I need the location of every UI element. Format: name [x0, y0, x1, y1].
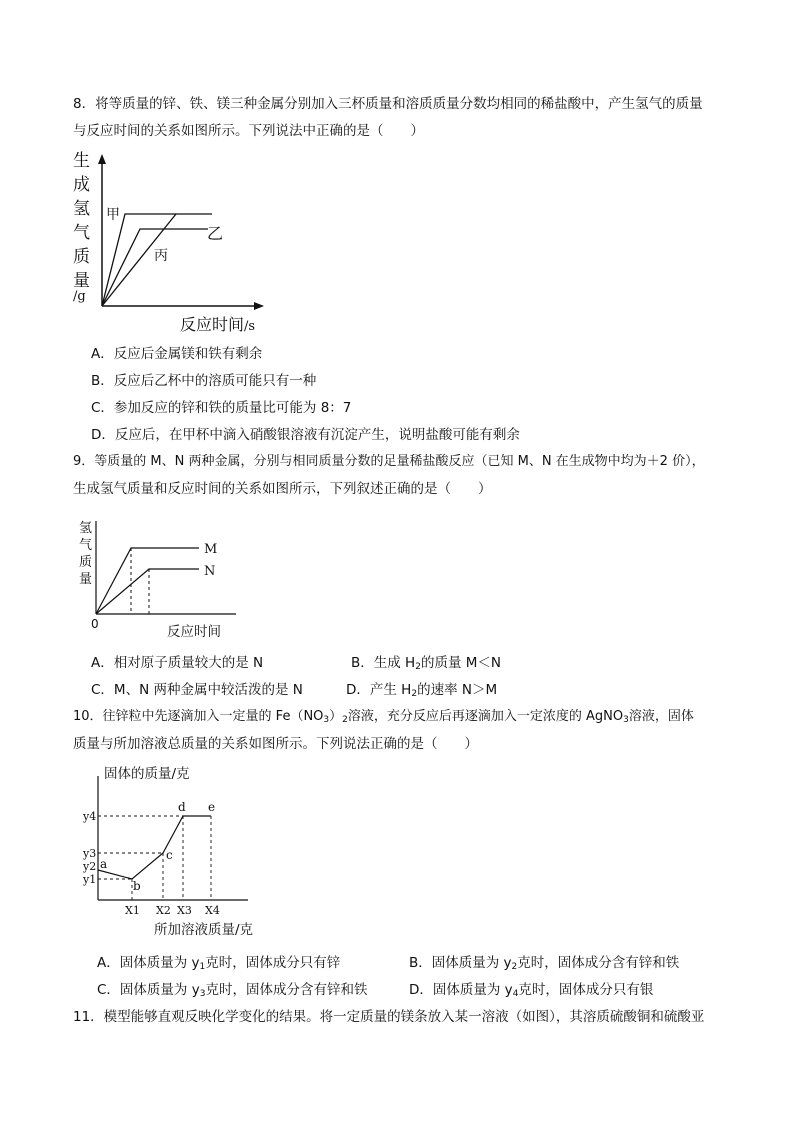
q9-stem-line2: 生成氢气质量和反应时间的关系如图所示，下列叙述正确的是（ ） [73, 481, 492, 497]
q10-option-c: C．固体质量为 $y_3$克时，固体成分含有锌和铁 [97, 982, 368, 999]
q10-curve [98, 816, 211, 879]
q9-stem-line1: 9．等质量的 M、N 两种金属，分别与相同质量分数的足量稀盐酸反应（已知 M、N 在生成物中均为＋2 价）， [73, 454, 705, 469]
q9-label-m: M [204, 542, 218, 557]
q8-yunit: /g [73, 289, 86, 304]
q10-ytick-y4: y4 [83, 810, 97, 823]
q10-ytick-y2: y2 [83, 860, 97, 873]
q8-y-axis-arrow [98, 154, 106, 164]
q10-graph [80, 762, 280, 942]
q10-ylabel: 固体的质量/克 [104, 766, 190, 782]
q10-xtick-x4: X4 [205, 904, 220, 917]
q9-ylabel-char: 气 [79, 538, 93, 553]
q8-stem-line1: 8．将等质量的锌、铁、镁三种金属分别加入三杯质量和溶质质量分数均相同的稀盐酸中，产生氢气的质量 [73, 96, 703, 112]
q8-xunit: /s [244, 319, 256, 334]
q10-xtick-x3: X3 [177, 904, 192, 917]
q10-ytick-y1: y1 [83, 873, 97, 886]
q9-curve-m [96, 548, 199, 614]
q9-xlabel: 反应时间 [167, 624, 221, 640]
q8-graph [68, 150, 268, 334]
q8-ylabel-char: 气 [73, 223, 90, 243]
q10-point-c: c [166, 848, 173, 862]
q9-option-c: C．M、N 两种金属中较活泼的是 N [91, 682, 303, 698]
q9-option-a: A．相对原子质量较大的是 N [91, 655, 264, 671]
q10-point-a: a [100, 857, 108, 871]
q8-option-c: C．参加反应的锌和铁的质量比可能为 8：7 [91, 400, 352, 416]
q9-option-b: B．生成 $H_2$的质量 M＜N [351, 655, 501, 672]
q9-ylabel-char: 质 [79, 555, 93, 570]
q10-ytick-y3: y3 [83, 847, 97, 860]
q10-point-b: b [133, 879, 141, 893]
q8-option-a: A．反应后金属镁和铁有剩余 [91, 346, 263, 362]
q9-option-d: D．产生 $H_2$的速率 N＞M [346, 682, 498, 699]
q10-point-d: d [178, 800, 186, 814]
q8-ylabel-char: 氢 [73, 199, 90, 219]
q9-graph [74, 513, 244, 648]
q9-origin: 0 [91, 617, 99, 631]
q8-ylabel-char: 成 [73, 175, 90, 195]
q8-x-axis-arrow [254, 302, 264, 310]
q10-xlabel: 所加溶液质量/克 [154, 922, 254, 938]
q10-option-a: A．固体质量为 $y_1$克时，固体成分只有锌 [97, 955, 341, 972]
q8-ylabel-char: 生 [73, 151, 90, 171]
q10-point-e: e [208, 800, 216, 814]
q8-label-bing: 丙 [154, 248, 168, 264]
q9-ylabel-char: 氢 [79, 521, 93, 536]
q8-ylabel-char: 质 [73, 247, 90, 267]
q8-label-jia: 甲 [106, 207, 120, 223]
q10-stem-line1: 10．往锌粒中先逐滴加入一定量的 $Fe(NO_3)_2$溶液，充分反应后再逐滴加入一定浓度的 AgNO$_3$溶液，固体 [73, 709, 694, 725]
q10-stem-line2: 质量与所加溶液总质量的关系如图所示。下列说法正确的是（ ） [73, 736, 478, 752]
q9-ylabel-char: 量 [79, 572, 93, 587]
q8-xlabel: 反应时间 [180, 315, 245, 334]
q8-option-b: B．反应后乙杯中的溶质可能只有一种 [91, 373, 317, 389]
q11-stem-line1: 11．模型能够直观反映化学变化的结果。将一定质量的镁条放入某一溶液（如图），其溶质硫酸铜和硫酸亚 [73, 1009, 705, 1025]
q8-label-yi: 乙 [207, 224, 224, 243]
q8-stem-line2: 与反应时间的关系如图所示。下列说法中正确的是（ ） [73, 123, 424, 139]
q9-label-n: N [204, 564, 216, 579]
q10-xtick-x2: X2 [156, 904, 171, 917]
q8-option-d: D．反应后，在甲杯中滴入硝酸银溶液有沉淀产生，说明盐酸可能有剩余 [91, 427, 520, 443]
q10-option-b: B．固体质量为 $y_2$克时，固体成分含有锌和铁 [409, 955, 680, 972]
q8-ylabel-char: 量 [73, 271, 90, 291]
q10-xtick-x1: X1 [125, 904, 140, 917]
q9-curve-n [96, 569, 199, 614]
q10-option-d: D．固体质量为 $y_4$克时，固体成分只有银 [409, 982, 654, 999]
